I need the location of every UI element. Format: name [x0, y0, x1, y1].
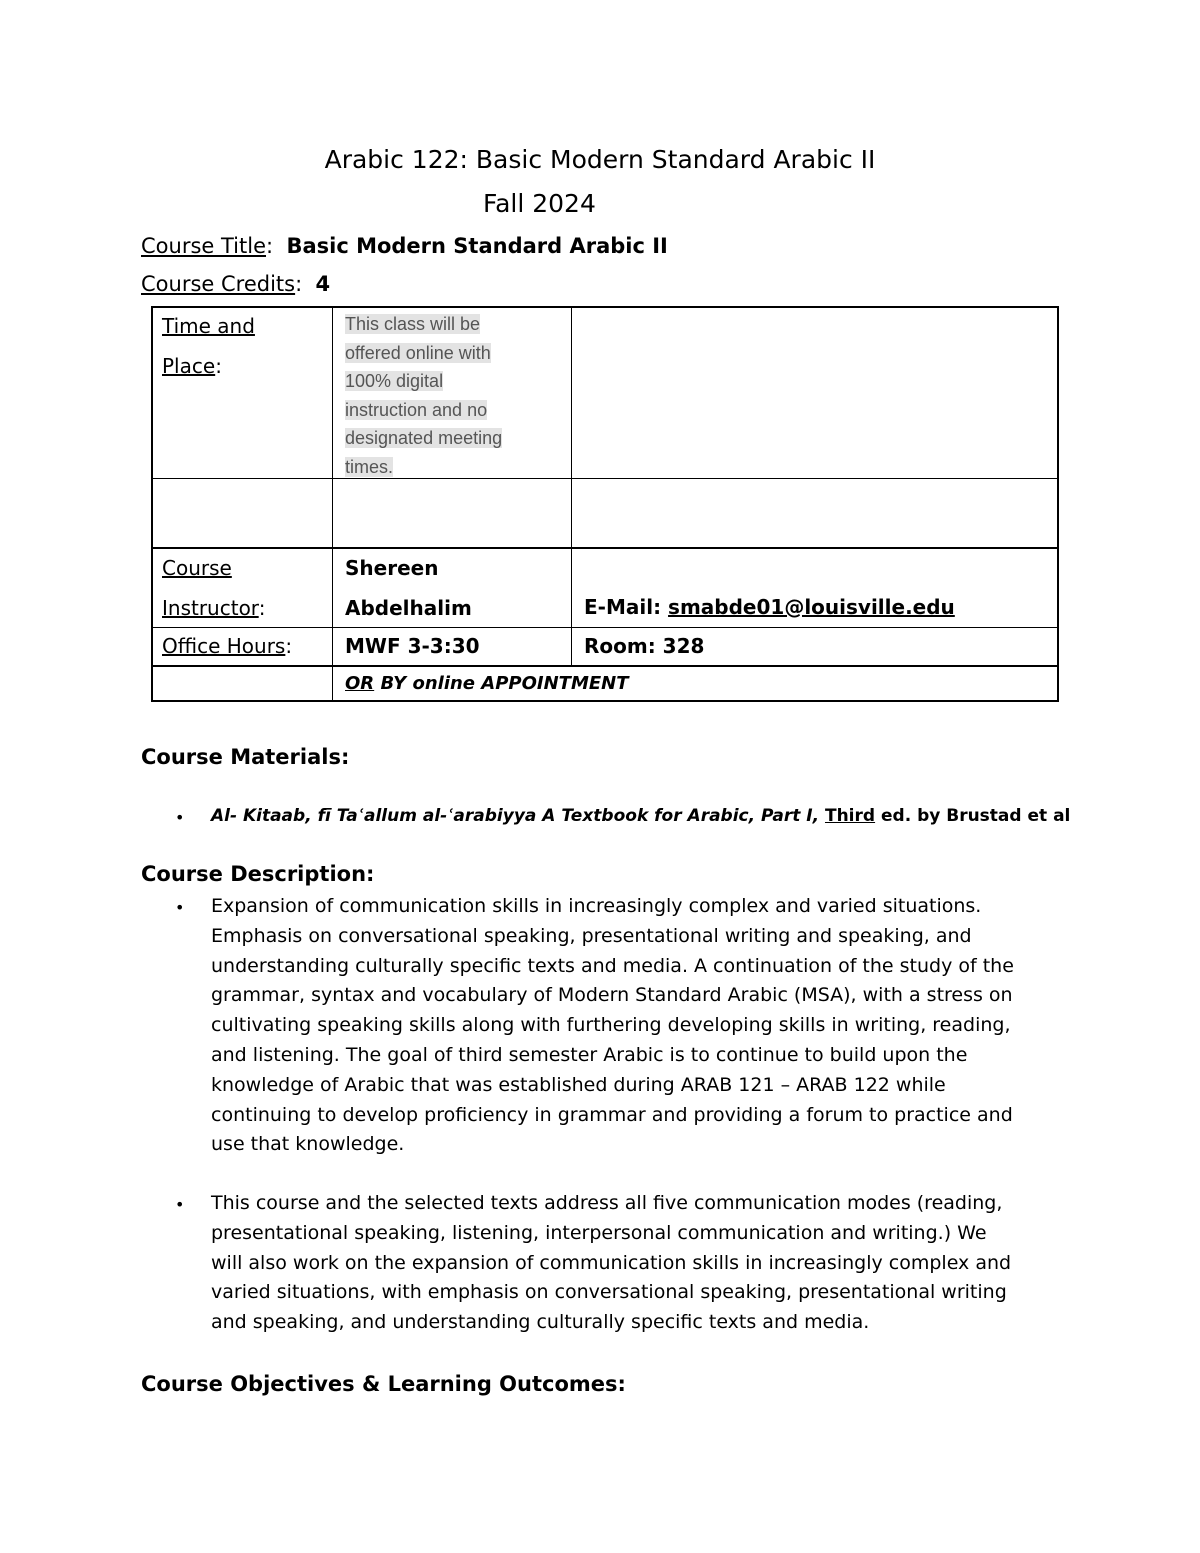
instructor-label-line-2: Instructor — [162, 596, 259, 620]
description-line: grammar, syntax and vocabulary of Modern Standard Arabic (MSA), with a stress on — [211, 984, 1013, 1007]
document-term: Fall 2024 — [483, 189, 596, 218]
materials-item-title: Al- Kitaab, fī Taʿallum al-ʿarabiyya A Textbook for Arabic, Part I, — [211, 806, 825, 826]
description-line: varied situations, with emphasis on conversational speaking, presentational writing — [211, 1281, 1007, 1304]
time-place-line: instruction and no — [345, 399, 488, 420]
appointment-note — [345, 667, 629, 700]
description-line: knowledge of Arabic that was established during ARAB 121 – ARAB 122 while — [211, 1073, 946, 1096]
office-hours-label-wrap: Office Hours: — [162, 634, 293, 658]
office-hours-label: Office Hours — [162, 634, 286, 658]
time-place-line: offered online with — [345, 342, 491, 363]
materials-item — [211, 806, 1070, 826]
document-title: Arabic 122: Basic Modern Standard Arabic II — [324, 145, 876, 174]
instructor-last-name: Abdelhalim — [345, 596, 472, 620]
description-line: continuing to develop proficiency in grammar and providing a forum to practice and — [211, 1103, 1013, 1126]
time-place-label: Time and Place: — [162, 306, 255, 386]
bullet-icon: • — [175, 1195, 185, 1214]
table-border-right — [1057, 306, 1059, 702]
description-line: and listening. The goal of third semester Arabic is to continue to build upon the — [211, 1043, 968, 1066]
instructor-first-name: Shereen — [345, 556, 439, 580]
office-hours-value: MWF 3-3:30 — [345, 634, 480, 658]
instructor-label: Course Instructor: — [162, 548, 265, 628]
table-col-divider-2 — [571, 306, 572, 667]
course-credits-value: 4 — [315, 272, 331, 296]
time-place-label-line-1: Time and — [162, 314, 255, 338]
table-border-left — [151, 306, 153, 702]
description-bullet-1 — [211, 892, 1061, 1160]
table-row-divider-2 — [151, 547, 1059, 549]
course-credits-line: Course Credits: 4 — [141, 272, 331, 296]
course-credits-label: Course Credits — [141, 272, 296, 296]
course-title-line: Course Title: Basic Modern Standard Arabic II — [141, 234, 668, 258]
materials-item-edition: Third — [824, 806, 876, 826]
description-line: understanding culturally specific texts and media. A continuation of the study of the — [211, 954, 1014, 977]
table-col-divider-1 — [332, 306, 333, 702]
description-line: cultivating speaking skills along with furthering developing skills in writing, reading, — [211, 1014, 1011, 1037]
bullet-icon: • — [175, 898, 185, 917]
description-bullet-2 — [211, 1189, 1061, 1338]
instructor-label-line-1: Course — [162, 556, 232, 580]
course-title-value: Basic Modern Standard Arabic II — [286, 234, 668, 258]
time-place-label-line-2: Place — [162, 354, 216, 378]
email-line — [584, 587, 955, 627]
materials-item-authors: ed. by Brustad et al — [875, 806, 1071, 826]
description-line: Emphasis on conversational speaking, presentational writing and speaking, and — [211, 924, 972, 947]
description-line: Expansion of communication skills in increasingly complex and varied situations. — [211, 895, 982, 917]
description-line: and speaking, and understanding culturally specific texts and media. — [211, 1311, 870, 1334]
table-border-top — [151, 306, 1059, 308]
appointment-rest: BY online APPOINTMENT — [374, 673, 629, 694]
instructor-name — [345, 548, 472, 628]
table-border-bottom — [151, 700, 1059, 702]
room-value: Room: 328 — [584, 634, 705, 658]
description-heading: Course Description: — [141, 862, 375, 886]
email-label: E-Mail: — [584, 595, 662, 619]
time-place-line: designated meeting — [345, 428, 503, 449]
description-line: use that knowledge. — [211, 1133, 405, 1156]
bullet-icon: • — [175, 808, 185, 827]
time-place-line: times. — [345, 456, 394, 477]
table-row-divider-1 — [151, 478, 1059, 479]
course-title-label: Course Title — [141, 234, 266, 258]
time-place-value — [345, 310, 540, 482]
appointment-or: OR — [345, 673, 375, 694]
description-line: will also work on the expansion of communication skills in increasingly complex and — [211, 1251, 1012, 1274]
time-place-line: 100% digital — [345, 371, 444, 392]
objectives-heading: Course Objectives & Learning Outcomes: — [141, 1372, 626, 1396]
description-line: presentational speaking, listening, interpersonal communication and writing.) We — [211, 1221, 987, 1244]
email-link[interactable]: smabde01@louisville.edu — [668, 595, 955, 619]
time-place-line: This class will be — [345, 314, 481, 334]
description-line: This course and the selected texts address all five communication modes (reading, — [211, 1192, 1003, 1214]
materials-heading: Course Materials: — [141, 745, 350, 769]
